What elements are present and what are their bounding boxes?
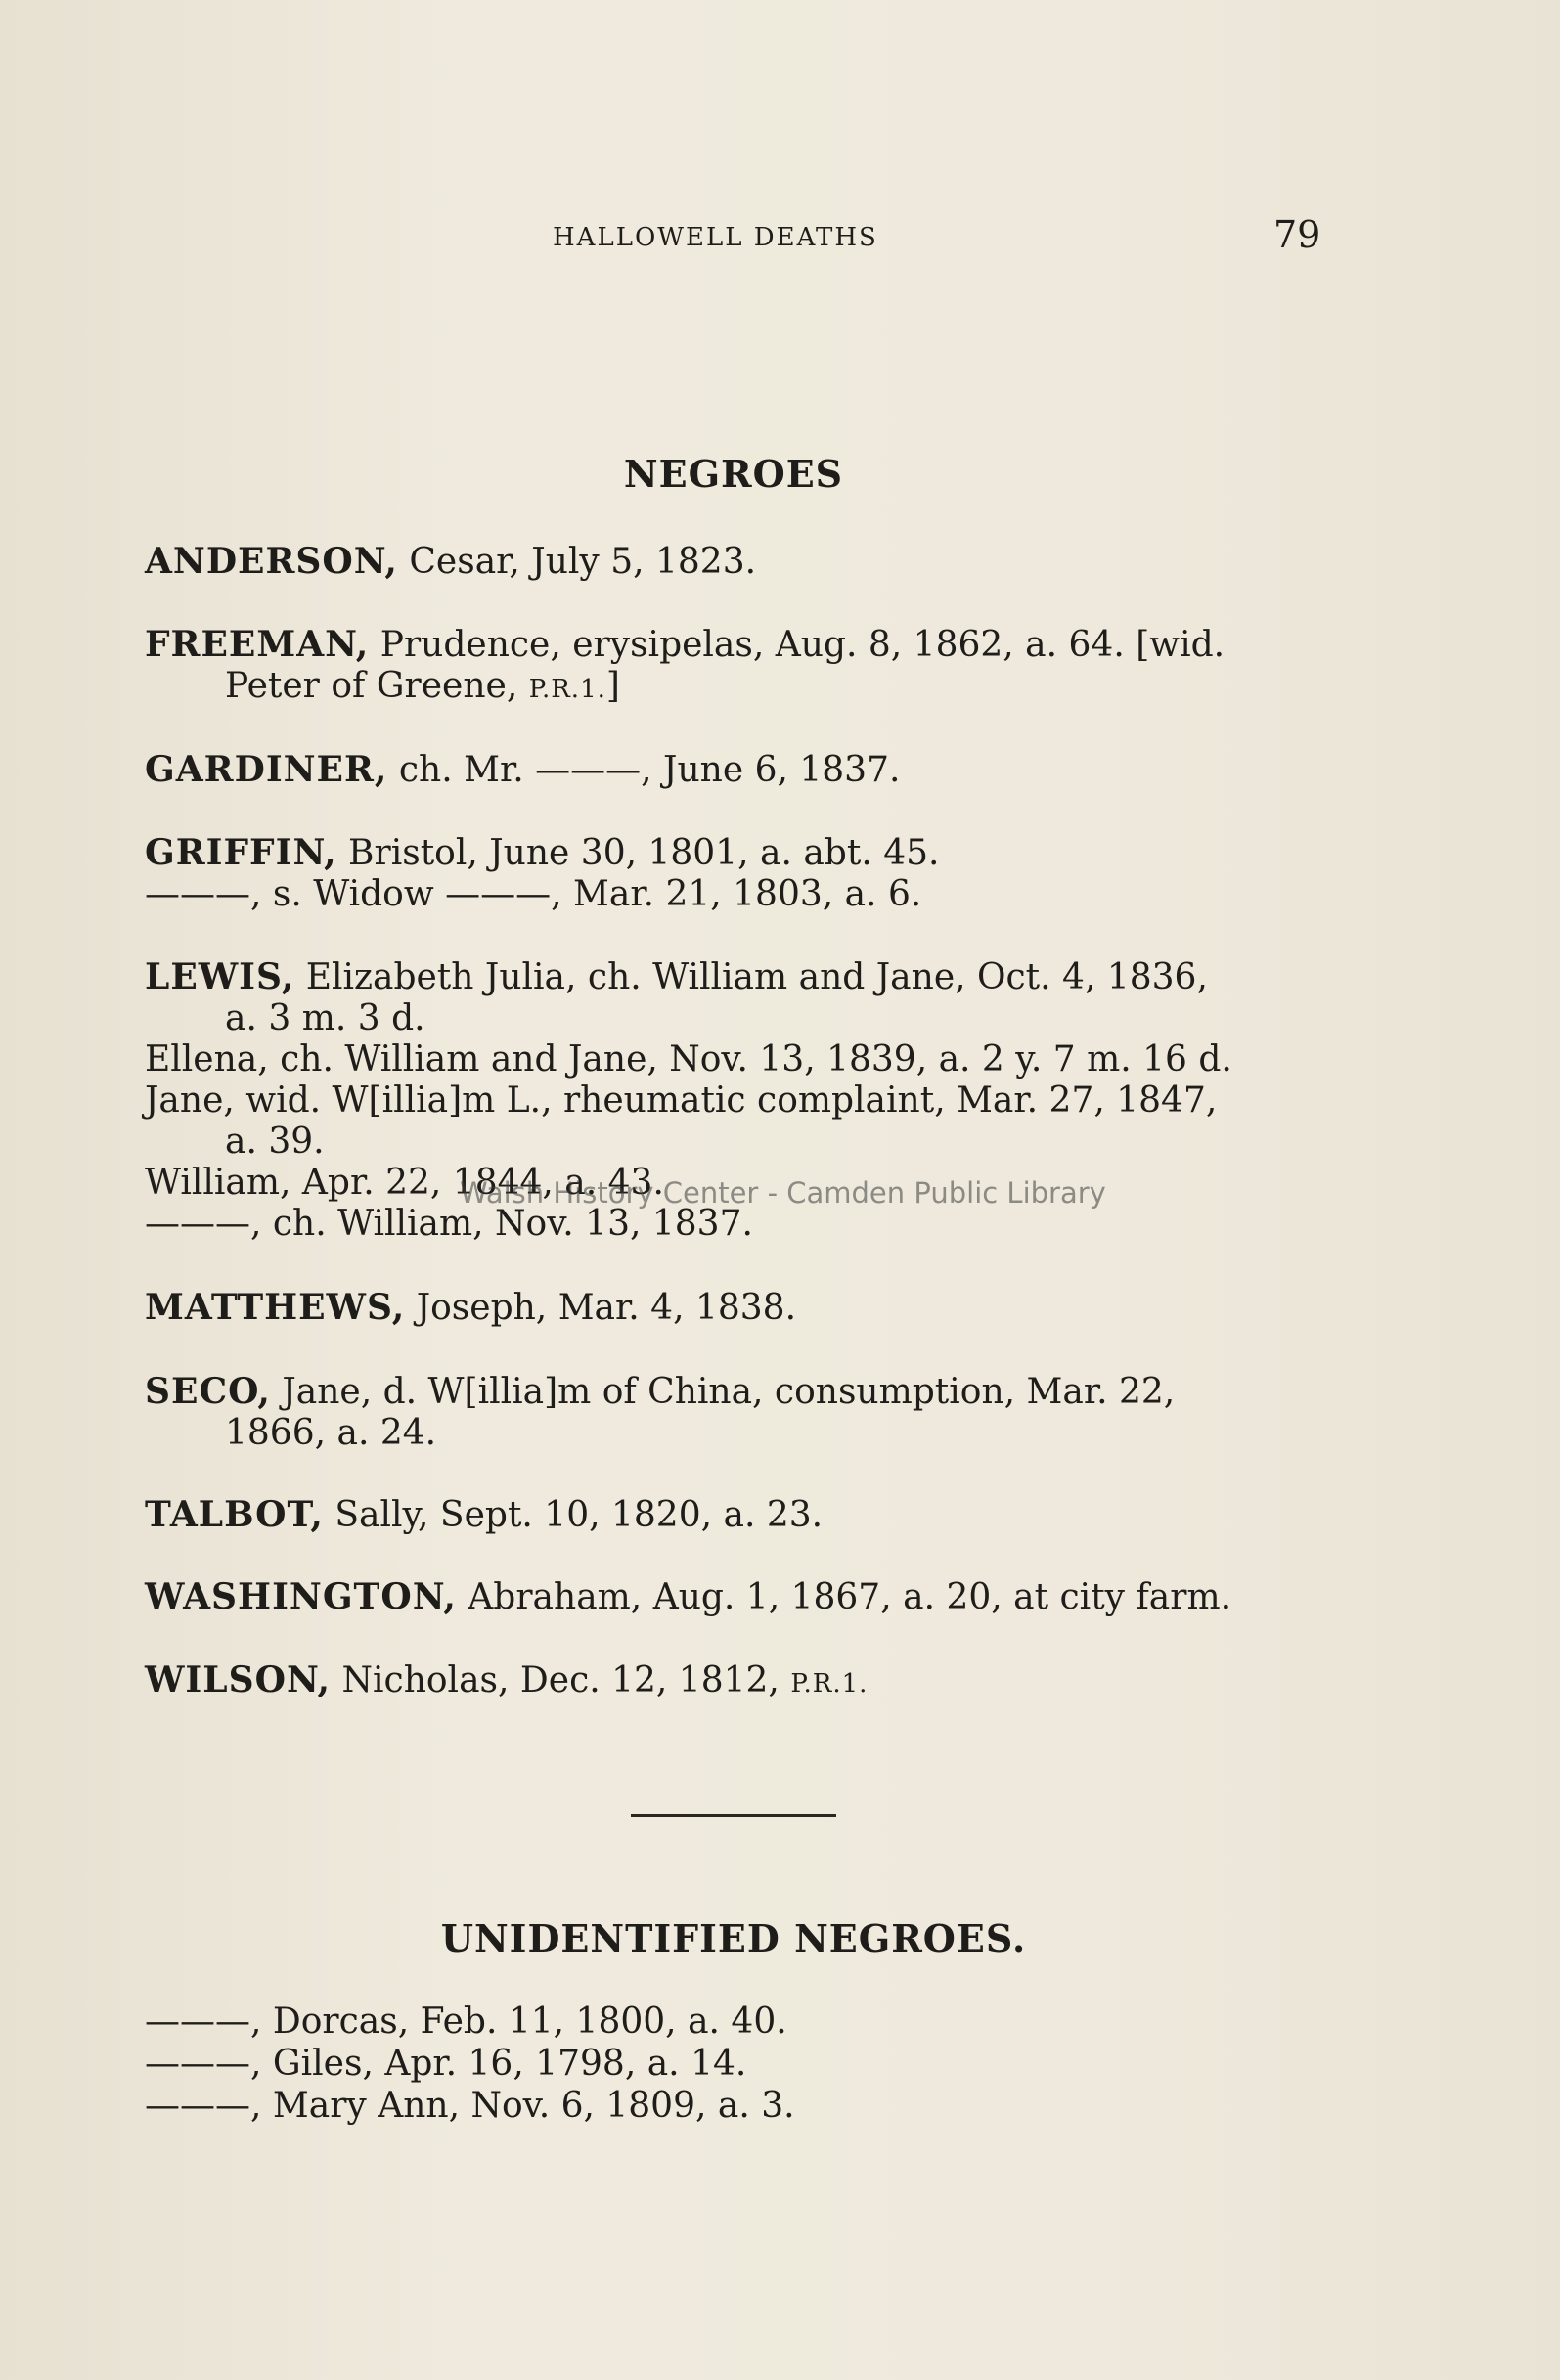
entry-text-cont: Peter of Greene, [225, 666, 529, 706]
entry-text-cont: ———, ch. William, Nov. 13, 1837. [145, 1204, 753, 1244]
running-head: HALLOWELL DEATHS [553, 223, 878, 252]
entry-text: Abraham, Aug. 1, 1867, a. 20, at city farm. [456, 1577, 1232, 1617]
entry-text: Sally, Sept. 10, 1820, a. 23. [323, 1495, 824, 1535]
surname: GARDINER, [145, 749, 388, 790]
entry-text: Nicholas, Dec. 12, 1812, [331, 1660, 791, 1700]
entry-freeman [145, 624, 1225, 710]
entry-matthews [145, 1287, 796, 1329]
entry-text: Elizabeth Julia, ch. William and Jane, Oct. 4, 1836, [294, 957, 1208, 997]
surname: LEWIS, [145, 956, 295, 997]
surname: MATTHEWS, [145, 1287, 406, 1328]
surname: WILSON, [145, 1659, 332, 1700]
entry-washington [145, 1576, 1231, 1618]
entry-wilson [145, 1659, 868, 1704]
entry-anderson [145, 541, 756, 583]
unidentified-entry: ———, Giles, Apr. 16, 1798, a. 14. [145, 2044, 747, 2084]
entry-text: Joseph, Mar. 4, 1838. [405, 1288, 797, 1328]
entry-text-cont: William, Apr. 22, 1844, a. 43. [145, 1163, 664, 1203]
entry-text: Jane, d. W[illia]m of China, consumption, Mar. 22, [270, 1372, 1176, 1412]
surname: TALBOT, [145, 1494, 324, 1535]
entry-text: ch. Mr. ———, June 6, 1837. [387, 750, 901, 790]
unidentified-entry: ———, Mary Ann, Nov. 6, 1809, a. 3. [145, 2086, 795, 2126]
section-title-unidentified: UNIDENTIFIED NEGROES. [440, 1917, 1027, 1961]
entry-text-cont: ———, s. Widow ———, Mar. 21, 1803, a. 6. [145, 874, 922, 914]
source-abbrev: P.R.1. [790, 1669, 869, 1698]
entry-text-cont: a. 39. [225, 1122, 325, 1162]
unidentified-entry: ———, Dorcas, Feb. 11, 1800, a. 40. [145, 2002, 787, 2042]
bracket-close: ] [605, 666, 620, 706]
entry-text: Cesar, July 5, 1823. [397, 542, 757, 582]
entry-text-cont: a. 3 m. 3 d. [225, 998, 425, 1038]
entry-text-cont: Jane, wid. W[illia]m L., rheumatic complaint, Mar. 27, 1847, [145, 1080, 1218, 1121]
entry-text: Bristol, June 30, 1801, a. abt. 45. [336, 833, 940, 873]
entry-text-cont: 1866, a. 24. [225, 1413, 437, 1453]
entry-talbot [145, 1494, 823, 1536]
source-abbrev: P.R.1. [528, 675, 606, 704]
surname: GRIFFIN, [145, 832, 337, 873]
surname: WASHINGTON, [145, 1576, 457, 1617]
entry-griffin [145, 832, 939, 915]
entry-text-cont: Ellena, ch. William and Jane, Nov. 13, 1839, a. 2 y. 7 m. 16 d. [145, 1039, 1232, 1080]
page-number: 79 [1273, 213, 1321, 256]
surname: ANDERSON, [145, 541, 398, 582]
surname: FREEMAN, [145, 624, 370, 665]
section-divider [631, 1814, 836, 1817]
entry-seco [145, 1371, 1175, 1454]
surname: SECO, [145, 1371, 271, 1412]
unidentified-entries [145, 2001, 795, 2127]
section-title-negroes: NEGROES [623, 452, 844, 496]
watermark: Walsh History Center - Camden Public Library [460, 1176, 1106, 1210]
entry-gardiner [145, 749, 900, 791]
entry-text: Prudence, erysipelas, Aug. 8, 1862, a. 64. [wid. [369, 625, 1226, 665]
